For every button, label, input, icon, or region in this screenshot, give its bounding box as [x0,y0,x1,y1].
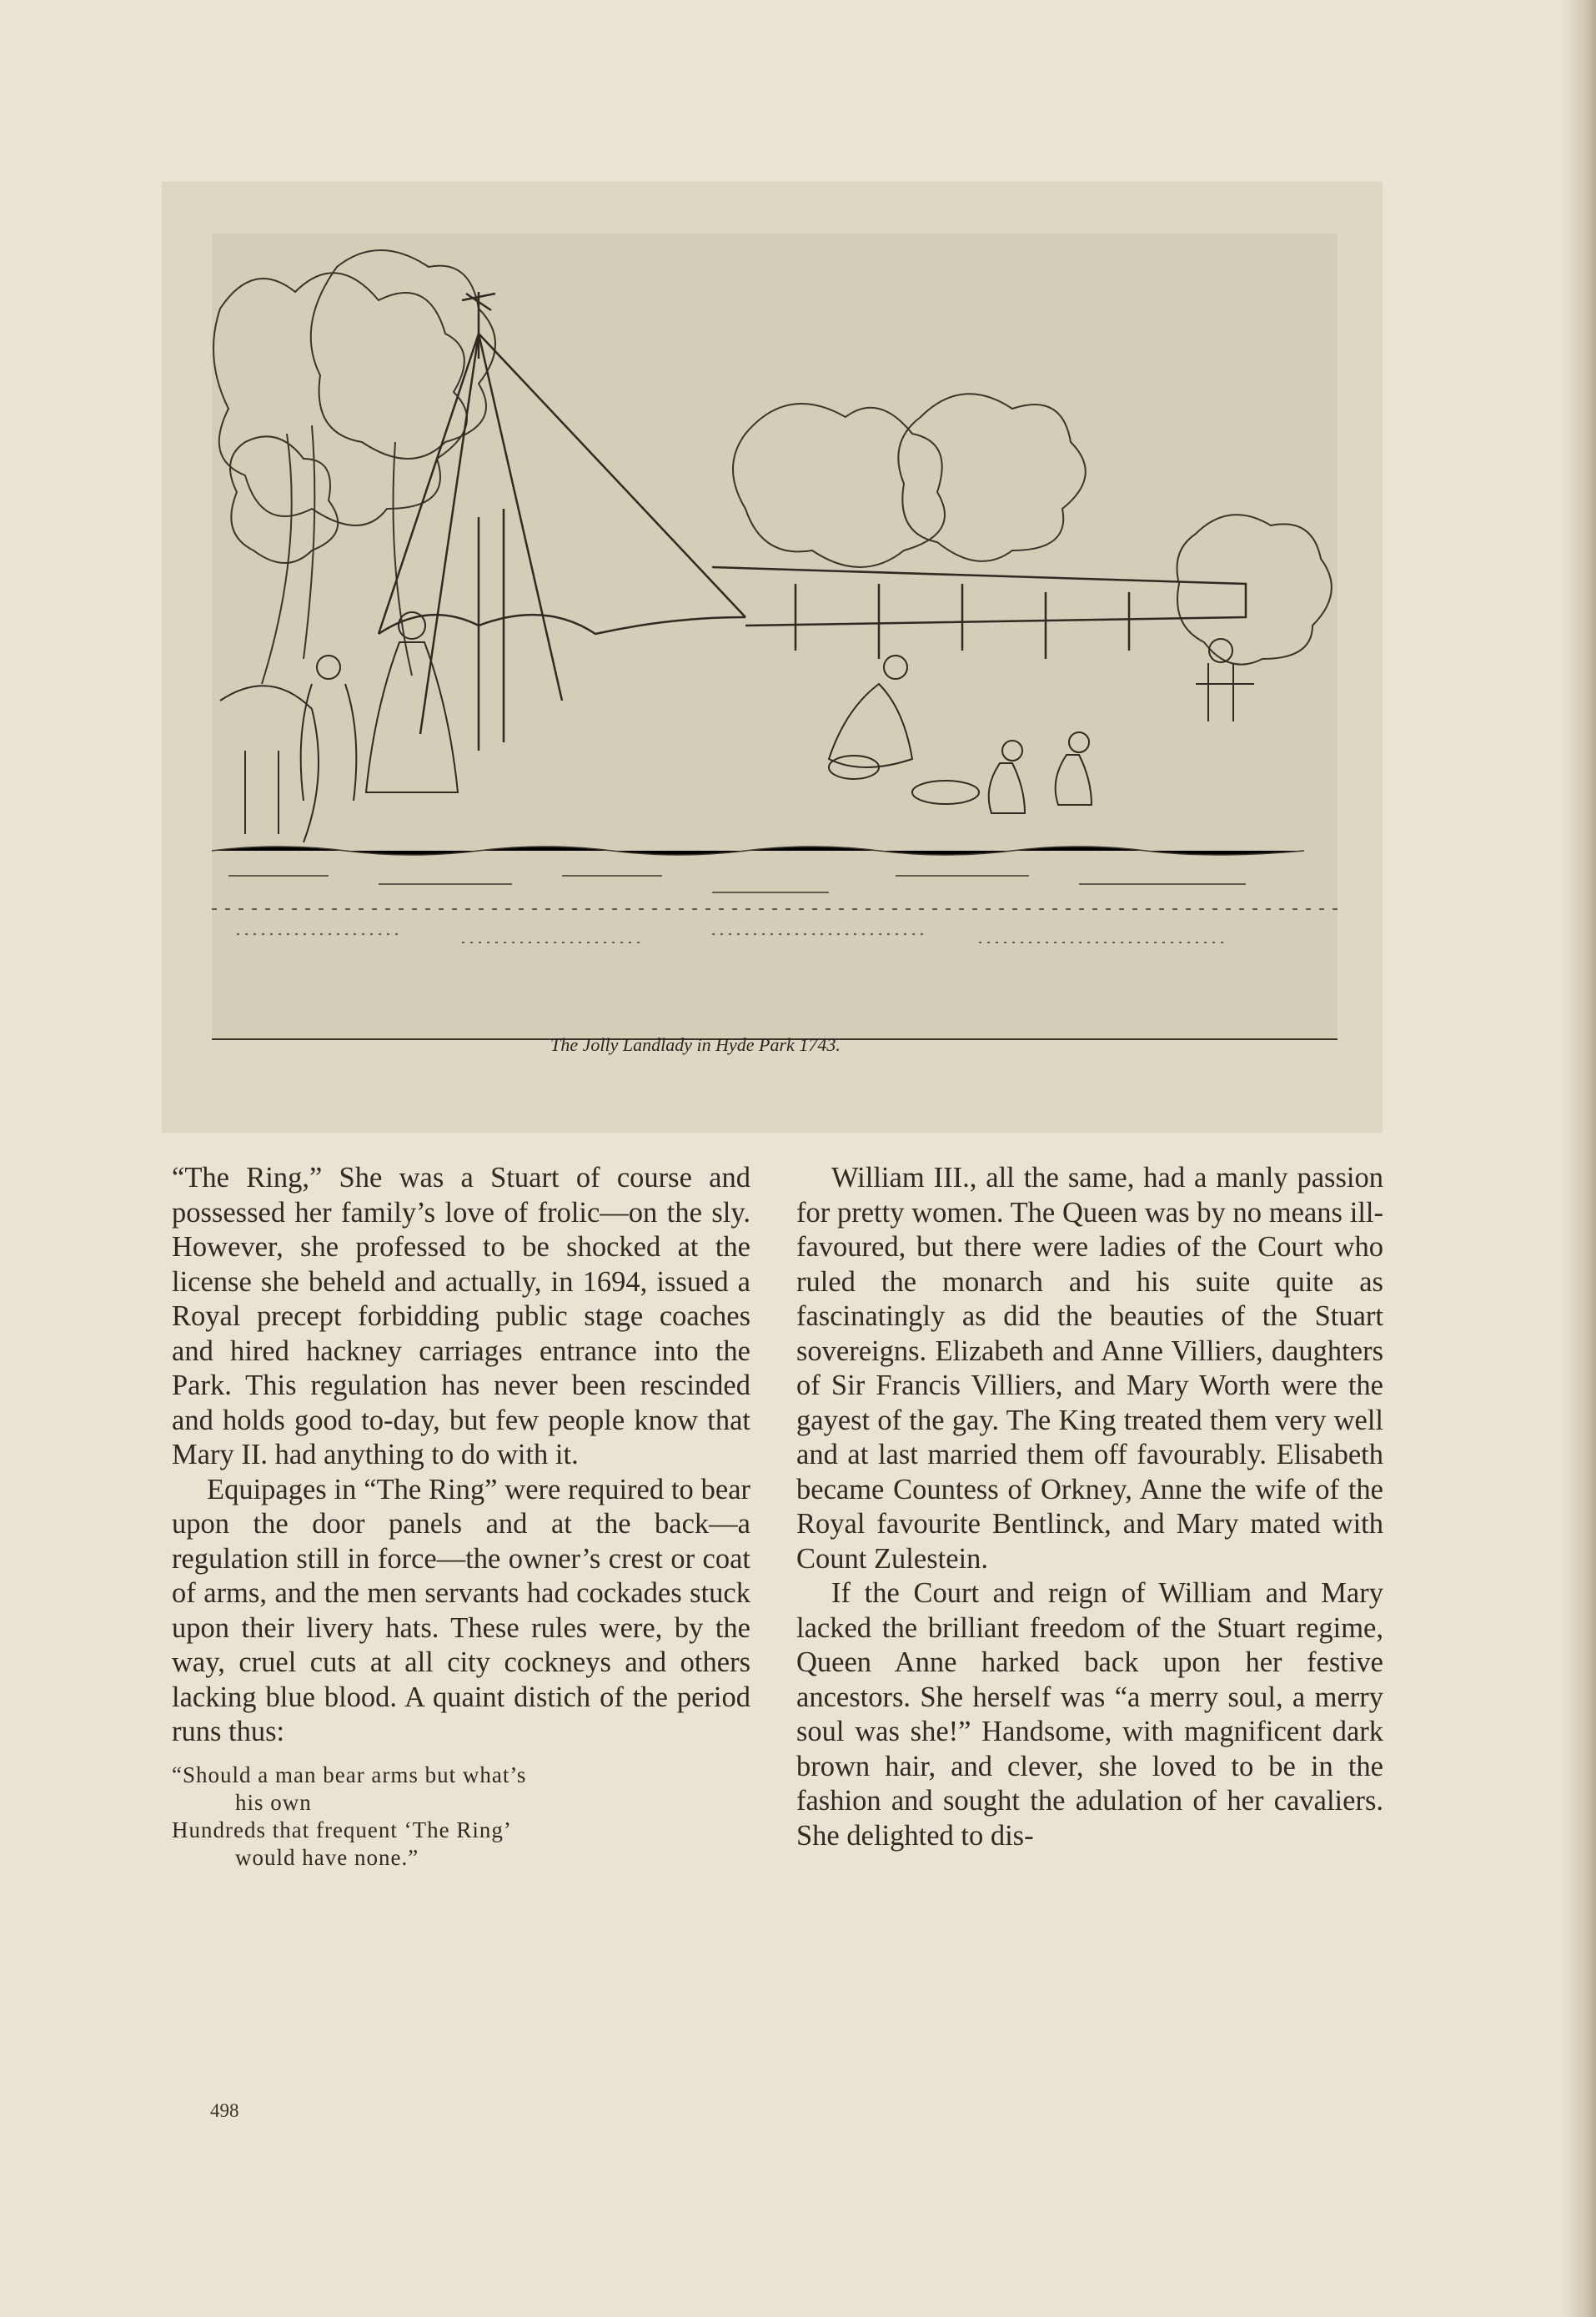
verse-line-2-continuation: would have none.” [235,1844,419,1870]
right-paragraph-2: If the Court and reign of William and Mary lacked the brilliant freedom of the Stuart regime, Queen Anne harked back upon her festive ancestors. She herself was “a merry soul, a merry soul was she!” Handsome, with magnificent dark brown hair, and clever, she loved to be in the fashion and sought the adulation of her cavaliers. She delighted to dis- [796,1577,1383,1852]
left-paragraph-1: “The Ring,” She was a Stuart of course and possessed her family’s love of frolic—on the sly. However, she professed to be shocked at the license she beheld and actually, in 1694, issued a Royal precept forbidding public stage coaches and hired hackney carriages entrance into the Park. This regulation has never been rescinded and holds good to-day, but few people know that Mary II. had anything to do with it. [172,1162,750,1470]
right-paragraph-1: William III., all the same, had a manly passion for pretty women. The Queen was by no means ill-favoured, but there were ladies of the Court who ruled the monarch and his suite quite as fascinatingly as did the beauties of the Stuart sovereigns. Elizabeth and Anne Villiers, daughters of Sir Francis Villiers, and Mary Worth were the gayest of the gay. The King treated them very well and at last married them off favourably. Elisabeth became Countess of Orkney, Anne the wife of the Royal favourite Bentlinck, and Mary mated with Count Zulestein. [796,1162,1383,1575]
verse-line-1: “Should a man bear arms but what’s [172,1762,527,1787]
page-number: 498 [210,2100,239,2121]
verse-line-1-continuation: his own [235,1789,312,1815]
left-column [172,1161,750,1872]
verse-line-2: Hundreds that frequent ‘The Ring’ [172,1817,512,1842]
right-column [796,1161,1383,1853]
illustration-caption: The Jolly Landlady in Hyde Park 1743. [550,1034,841,1055]
engraving-image [212,234,1338,1040]
left-paragraph-2: Equipages in “The Ring” were required to bear upon the door panels and at the back—a regulation still in force—the owner’s crest or coat of arms, and the men servants had cockades stuck upon their livery hats. These rules were, by the way, cruel cuts at all city cockneys and others lacking blue blood. A quaint distich of the period runs thus: [172,1473,750,1747]
distich-verse [172,1762,750,1872]
page-edge [1563,0,1596,2317]
illustration-plate [162,182,1383,1133]
